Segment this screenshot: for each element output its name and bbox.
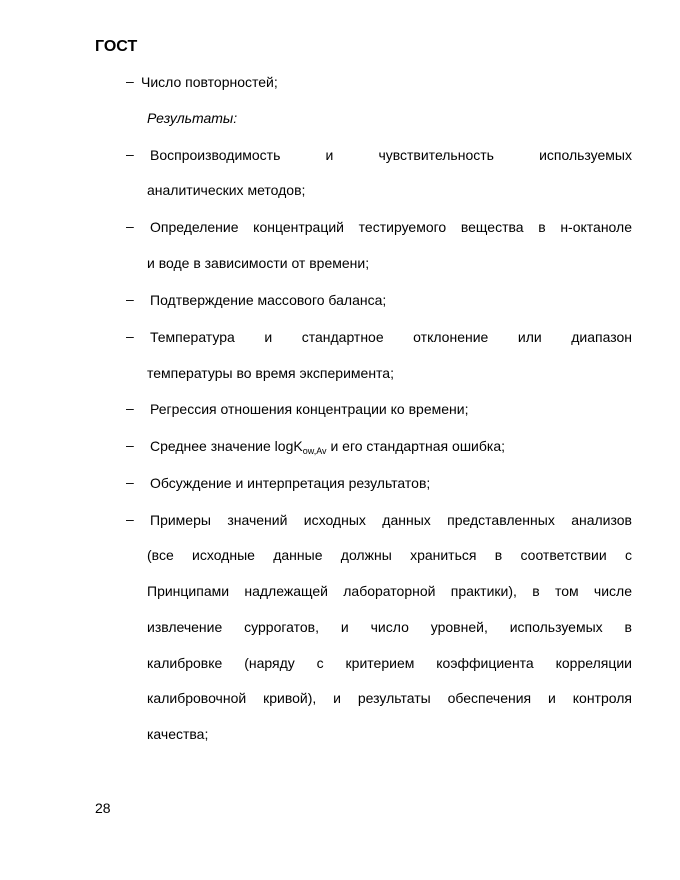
list-item-line: калибровочной кривой), и результаты обеспечения и контроля bbox=[147, 690, 632, 706]
list-item-line bbox=[150, 437, 632, 460]
list-item-line: калибровке (наряду с критерием коэффициента корреляции bbox=[147, 655, 632, 671]
logk-subscript: ow,Av bbox=[302, 446, 327, 456]
list-item-line: Обсуждение и интерпретация результатов; bbox=[150, 475, 431, 491]
list-item-line: и воде в зависимости от времени; bbox=[147, 255, 370, 271]
list-item-line: Примеры значений исходных данных представленных анализов bbox=[150, 512, 632, 528]
list-item-line: температуры во время эксперимента; bbox=[147, 365, 394, 381]
list-item-line: аналитических методов; bbox=[147, 182, 306, 198]
list-item-line: качества; bbox=[147, 726, 209, 742]
list-dash: – bbox=[126, 437, 134, 453]
list-item-line: Подтверждение массового баланса; bbox=[150, 292, 387, 308]
list-dash: – bbox=[126, 73, 134, 89]
list-dash: – bbox=[126, 291, 134, 307]
list-dash: – bbox=[126, 146, 134, 162]
logk-text: Среднее значение logK bbox=[150, 438, 303, 454]
list-item-line: (все исходные данные должны храниться в соответствии с bbox=[147, 547, 632, 563]
list-item-line: извлечение суррогатов, и число уровней, используемых в bbox=[147, 619, 632, 635]
list-dash: – bbox=[126, 400, 134, 416]
list-item-line: Определение концентраций тестируемого вещества в н-октаноле bbox=[150, 219, 632, 235]
page-number: 28 bbox=[95, 800, 111, 816]
page-header: ГОСТ bbox=[95, 38, 138, 55]
logk-text-post: и его стандартная ошибка; bbox=[326, 438, 505, 454]
list-dash: – bbox=[126, 218, 134, 234]
list-item-repetitions: Число повторностей; bbox=[141, 74, 278, 90]
list-item-line: Принципами надлежащей лабораторной практики), в том числе bbox=[147, 583, 632, 599]
results-heading: Результаты: bbox=[147, 110, 238, 126]
list-item-line: Воспроизводимость и чувствительность используемых bbox=[150, 147, 632, 163]
list-dash: – bbox=[126, 328, 134, 344]
list-item-line: Температура и стандартное отклонение или диапазон bbox=[150, 329, 632, 345]
list-dash: – bbox=[126, 474, 134, 490]
list-dash: – bbox=[126, 511, 134, 527]
list-item-line: Регрессия отношения концентрации ко времени; bbox=[150, 401, 469, 417]
